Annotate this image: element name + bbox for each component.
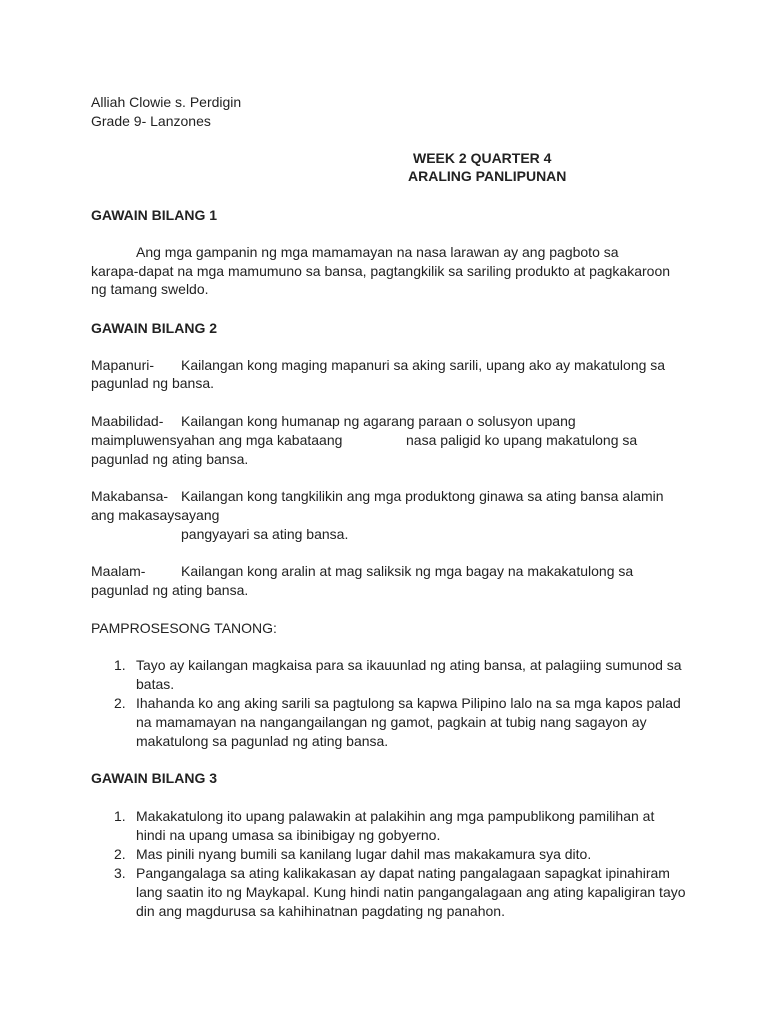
- gawain-1-heading: GAWAIN BILANG 1: [91, 207, 218, 223]
- subject-title: ARALING PANLIPUNAN: [408, 168, 567, 184]
- term-definition-line: nasa paligid ko upang makatulong sa: [406, 432, 638, 448]
- term-label: Makabansa-: [91, 488, 169, 504]
- term-definition-line: Kailangan kong aralin at mag saliksik ng mga bagay na makakatulong sa: [181, 563, 634, 579]
- list-number: 2.: [114, 695, 126, 711]
- list-item-line: Ihahanda ko ang aking sarili sa pagtulong sa kapwa Pilipino lalo na sa mga kapos palad: [136, 695, 681, 711]
- gawain-1-para-line: Ang mga gampanin ng mga mamamayan na nasa larawan ay ang pagboto sa: [136, 244, 619, 260]
- student-name: Alliah Clowie s. Perdigin: [91, 94, 242, 110]
- pamprosesong-heading: PAMPROSESONG TANONG:: [91, 620, 277, 636]
- term-definition-line: maimpluwensyahan ang mga kabataang: [91, 432, 343, 448]
- gawain-2-heading: GAWAIN BILANG 2: [91, 320, 218, 336]
- list-item-line: Tayo ay kailangan magkaisa para sa ikauunlad ng ating bansa, at palagiing sumunod sa: [136, 657, 682, 673]
- list-item-line: lang saatin ito ng Maykapal. Kung hindi natin pangangalagaan ang ating kapaligiran tayo: [136, 884, 686, 900]
- list-item-line: Mas pinili nyang bumili sa kanilang lugar dahil mas makakamura sya dito.: [136, 846, 592, 862]
- term-definition-line: pagunlad ng ating bansa.: [91, 582, 249, 598]
- gawain-1-para-line: ng tamang sweldo.: [91, 281, 209, 297]
- list-number: 3.: [114, 865, 126, 881]
- term-definition-line: Kailangan kong maging mapanuri sa aking sarili, upang ako ay makatulong sa: [181, 357, 666, 373]
- list-item-line: Makakatulong ito upang palawakin at palakihin ang mga pampublikong pamilihan at: [136, 808, 655, 824]
- list-item-line: din ang magdurusa sa kahihinatnan pagdating ng panahon.: [136, 903, 505, 919]
- term-label: Mapanuri-: [91, 357, 155, 373]
- list-item-line: Pangangalaga sa ating kalikakasan ay dapat nating pangalagaan sapagkat ipinahiram: [136, 865, 670, 881]
- list-number: 2.: [114, 846, 126, 862]
- list-number: 1.: [114, 657, 126, 673]
- week-quarter-title: WEEK 2 QUARTER 4: [413, 150, 552, 166]
- term-definition-line: ang makasaysayang: [91, 507, 220, 523]
- term-definition-line: pagunlad ng bansa.: [91, 375, 214, 391]
- list-item-line: makatulong sa pagunlad ng ating bansa.: [136, 733, 389, 749]
- list-item-line: batas.: [136, 676, 175, 692]
- gawain-1-para-line: karapa-dapat na mga mamumuno sa bansa, pagtangkilik sa sariling produkto at pagkakaroon: [91, 263, 671, 279]
- term-label: Maabilidad-: [91, 413, 164, 429]
- grade-section: Grade 9- Lanzones: [91, 113, 211, 129]
- term-definition-line: Kailangan kong humanap ng agarang paraan o solusyon upang: [181, 413, 576, 429]
- list-item-line: na mamamayan na nangangailangan ng gamot, pagkain at tubig nang sagayon ay: [136, 714, 647, 730]
- gawain-3-heading: GAWAIN BILANG 3: [91, 770, 218, 786]
- term-label: Maalam-: [91, 563, 146, 579]
- term-definition-line: Kailangan kong tangkilikin ang mga produktong ginawa sa ating bansa alamin: [181, 488, 664, 504]
- term-definition-line: pangyayari sa ating bansa.: [181, 526, 349, 542]
- list-item-line: hindi na upang umasa sa ibinibigay ng gobyerno.: [136, 827, 441, 843]
- term-definition-line: pagunlad ng ating bansa.: [91, 451, 249, 467]
- list-number: 1.: [114, 808, 126, 824]
